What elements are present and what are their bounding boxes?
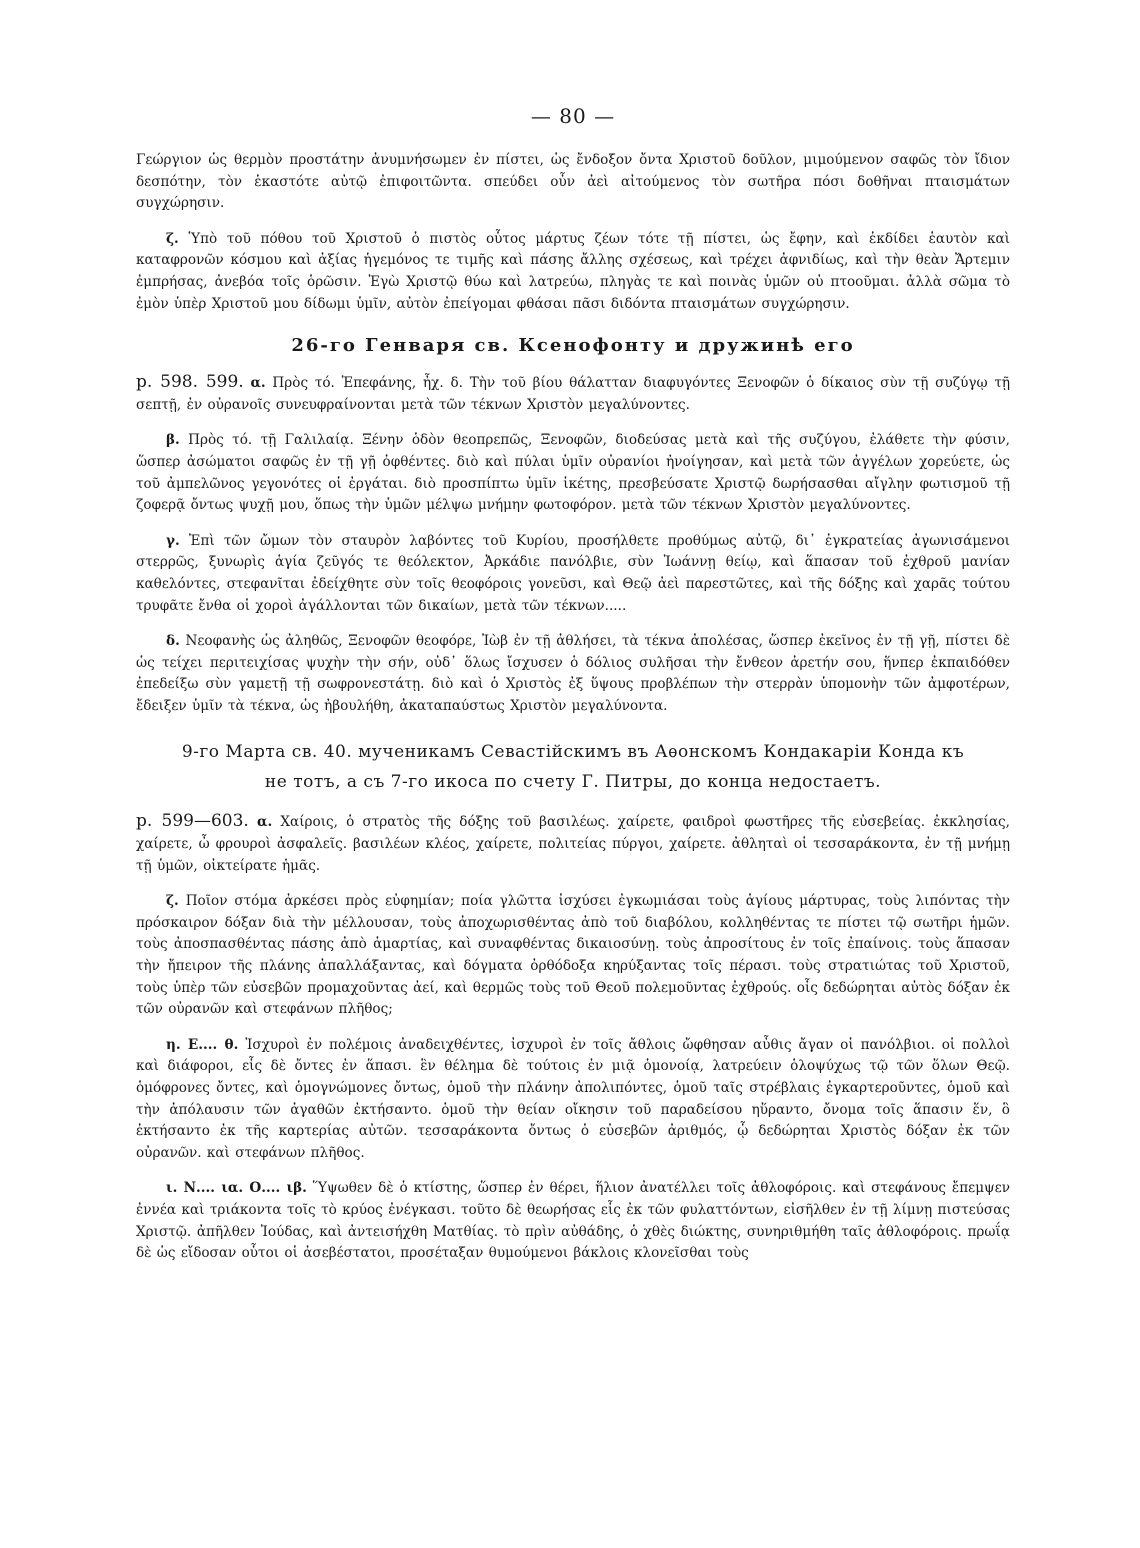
paragraph-delta (136, 631, 1010, 717)
paragraph-iota (136, 1178, 1010, 1264)
paragraph-continuation (136, 150, 1010, 215)
paragraph-alpha (136, 811, 1010, 877)
paragraph-eta (136, 1035, 1010, 1165)
paragraph-text: Χαίροις, ὁ στρατὸς τῆς δόξης τοῦ βασιλέως. χαίρετε, φαιδροὶ φωστῆρες τῆς εὐσεβείας. ἐκκλησίας, χαίρετε, ὦ φρουροὶ ἀσφαλεῖς. βασιλέων κλέος, χαίρετε, πολιτείας πύργοι, χαίρετε. ἀθληταὶ οἱ τεσσαράκοντα, ἐν τῇ μνήμῃ τῇ ὑμῶν, οἰκτείρατε ἡμᾶς. (136, 814, 1010, 874)
stanza-marker: α. (256, 814, 273, 831)
paragraph-beta (136, 430, 1010, 516)
heading-line: 9-го Марта св. 40. мученикамъ Севастійскимъ въ Аѳонскомъ Кондакаріи Конда къ (181, 742, 965, 763)
stanza-marker: γ. (166, 532, 180, 549)
paragraph-text: Ἐπὶ τῶν ὤμων τὸν σταυρὸν λαβόντες τοῦ Κυρίου, προσήλθετε προθύμως αὐτῷ, δι᾽ ἐγκρατείας ἀγωνισάμενοι στερρῶς, ξυνωρὶς ἁγία ζεῦγός τε θεόλεκτον, Ἀρκάδιε πανόλβιε, σὺν Ἰωάννῃ θείῳ, καὶ ἅπασαν τοῦ ἐχθροῦ μανίαν καθελόντες, στεφανῖται ἐδείχθητε σὺν τοῖς θεοφόροις γονεῦσι, καὶ Θεῷ ἀεὶ παρεστῶτες, καὶ τῆς δόξης καὶ χαρᾶς τούτου τρυφᾶτε ἔνθα οἱ χοροὶ ἀγάλλονται τῶν δικαίων, μετὰ τῶν τέκνων..... (136, 532, 1010, 614)
stanza-marker: ι. Ν.... ια. Ο.... ιβ. (166, 1180, 307, 1197)
paragraph-text: Γεώργιον ὡς θερμὸν προστάτην ἀνυμνήσωμεν ἐν πίστει, ὡς ἔνδοξον ὄντα Χριστοῦ δοῦλον, μιμούμενον σαφῶς τὸν ἴδιον δεσπότην, τὸν ἑκαστότε αὐτῷ ἐπιφοιτῶντα. σπεύδει οὖν ἀεὶ αἰτούμενος τὸν σωτῆρα πόσι δοθῆναι πταισμάτων συγχώρησιν. (136, 152, 1010, 212)
paragraph-text: Ἰσχυροὶ ἐν πολέμοις ἀναδειχθέντες, ἰσχυροὶ ἐν τοῖς ἄθλοις ὤφθησαν αὖθις ἄγαν οἱ πανόλβιοι. οἱ πολλοὶ καὶ διάφοροι, εἷς δὲ ὄντες ἐν ἅπασι. ἓν θέλημα δὲ τούτοις ἐν μιᾷ ὁμονοίᾳ, λατρεύειν ὁλοψύχως τῷ τῶν ὅλων Θεῷ. ὁμόφρονες ὄντες, καὶ ὁμογνώμονες ὄντως, ὁμοῦ τὴν πλάνην ἀπολιπόντες, ὁμοῦ ταῖς στρέβλαις ἐγκαρτεροῦντες, ὁμοῦ καὶ τὴν ἀπόλαυσιν τῶν ἀγαθῶν ἐκτήσαντο. ὁμοῦ τὴν θείαν οἴκησιν τοῦ παραδείσου ηὕραντο, ὄνομα τοῖς ἅπασιν ἕν, ὃ ἐκτήσαντο ἐκ τῆς καρτερίας αὐτῶν. τεσσαράκοντα ὄντως ὁ εὐσεβῶν ἀριθμός, ᾧ δεδώρηται Χριστὸς δόξαν ἐκ τῶν οὐρανῶν. καὶ στεφάνων πλῆθος. (136, 1036, 1010, 1161)
paragraph-text: Ποῖον στόμα ἀρκέσει πρὸς εὐφημίαν; ποία γλῶττα ἰσχύσει ἐγκωμιάσαι τοὺς ἁγίους μάρτυρας, τοὺς λιπόντας τὴν πρόσκαιρον δόξαν διὰ τὴν μέλλουσαν, τοὺς ἀποχωρισθέντας ἀπὸ τοῦ διαβόλου, κολληθέντας τε πίστει τῷ σωτῆρι ἡμῶν. τοὺς ἀποσπασθέντας πάσης ἀπὸ ἁμαρτίας, καὶ συναφθέντας δικαιοσύνῃ. τοὺς ἀπροσίτους ἐν τοῖς ἐπαίνοις. τοὺς ἅπασαν τὴν ἤπειρον τῆς πλάνης ἀπαλλάξαντας, καὶ δόγματα ὀρθόδοξα κηρύξαντας τοῖς πέρασι. τοὺς στρατιώτας τοῦ Χριστοῦ, τοὺς ὑπὲρ τῶν εὐσεβῶν προμαχοῦντας ἀεί, καὶ θερμῶς τοὺς τοῦ Θεοῦ πολεμοῦντας ἐχθρούς. οἷς δεδώρηται αὐτὸς δόξαν ἐκ τῶν οὐρανῶν καὶ στεφάνων πλῆθος; (136, 893, 1010, 1018)
stanza-marker: ζ. (166, 893, 179, 910)
page-reference: р. 598. 599. (136, 372, 244, 393)
page-number: — 80 — (530, 104, 616, 128)
paragraph-text: Ὕψωθεν δὲ ὁ κτίστης, ὥσπερ ἐν θέρει, ἥλιον ἀνατέλλει τοῖς ἀθλοφόροις. καὶ στεφάνους ἔπεμψεν ἐννέα καὶ τριάκοντα τοῖς τὸ κρύος ἐνέγκασι. τοῦτο δὲ θεωρήσας εἷς ἐκ τῶν φυλαττόντων, εἰσῆλθεν ἐν τῇ λίμνῃ πιστεύσας Χριστῷ. ἀπῆλθεν Ἰούδας, καὶ ἀντεισήχθη Ματθίας. τὸ πρὶν αὐθάδης, ὁ χθὲς διώκτης, συνηριθμήθη ταῖς ἀθλοφόροις. πρωΐᾳ δὲ ὡς εἴδοσαν οὗτοι οἱ ἀσεβέστατοι, προσέταξαν θυμούμενοι βάκλοις κλονεῖσθαι τοὺς (136, 1180, 1011, 1262)
paragraph-text: Ὑπὸ τοῦ πόθου τοῦ Χριστοῦ ὁ πιστὸς οὗτος μάρτυς ζέων τότε τῇ πίστει, ὡς ἔφην, καὶ ἐκδίδει ἑαυτὸν καὶ καταφρονῶν κόσμου καὶ ἀξίας ἡγεμόνος τε τιμῆς καὶ πάσης ἄλλης σχέσεως, καὶ τρέχει ἀφνιδίως, καὶ τὴν θεὰν Ἄρτεμιν ἐμπρήσας, ἀνεβόα τοῖς ὁρῶσιν. Ἐγὼ Χριστῷ θύω καὶ λατρεύω, πληγὰς τε καὶ ποινὰς ὑμῶν οὐ πτοοῦμαι. ἀλλὰ σῶμα τὸ ἐμὸν ὑπὲρ Χριστοῦ μου δίδωμι ὑμῖν, αὐτὸν ἐπείγομαι φθάσαι πᾶσι διδόντα πταισμάτων συγχώρησιν. (136, 230, 1010, 312)
paragraph-alpha (136, 372, 1010, 416)
paragraph-text: Πρὸς τό. Ἐπεφάνης, ἦχ. δ. Τὴν τοῦ βίου θάλατταν διαφυγόντες Ξενοφῶν ὁ δίκαιος σὺν τῇ συζύγῳ τῇ σεπτῇ, ἐν οὐρανοῖς συνευφραίνονται μετὰ τῶν τέκνων Χριστὸν μεγαλύνοντες. (136, 375, 1010, 413)
stanza-marker: α. (250, 375, 266, 392)
paragraph-text: Πρὸς τό. τῇ Γαλιλαίᾳ. Ξένην ὁδὸν θεοπρεπῶς, Ξενοφῶν, διοδεύσας μετὰ καὶ τῆς συζύγου, ἐλάθετε τὴν φύσιν, ὥσπερ ἀσώματοι σαφῶς ἐν τῇ γῇ ὀφθέντες. διὸ καὶ πύλαι ὑμῖν οὐρανίοι ἠνοίγησαν, καὶ μετὰ τῶν ἀγγέλων χορεύετε, ὡς τοῦ ἀμπελῶνος γεγονότες οἱ ἐργάται. διὸ προσπίπτω ὑμῖν ἱκέτης, πρεσβεύσατε Χριστῷ δωρήσασθαι αἴγλην φωτισμοῦ τῇ ζοφερᾷ ὄντως ψυχῇ μου, ὅπως τὴν ὑμῶν μέλψω μνήμην φωτοφόρον. μετὰ τῶν τέκνων Χριστὸν μεγαλύνοντες. (136, 432, 1010, 514)
paragraph-gamma (136, 531, 1010, 617)
stanza-marker: η. Ε.... θ. (166, 1036, 239, 1053)
section-heading-sebaste (136, 737, 1010, 797)
stanza-marker: δ. (166, 633, 180, 650)
section-heading-xenophon: 26-го Генваря св. Ксенофонту и дружинѣ его (291, 335, 855, 357)
paragraph-text: Νεοφανὴς ὡς ἀληθῶς, Ξενοφῶν θεοφόρε, Ἰὼβ ἐν τῇ ἀθλήσει, τὰ τέκνα ἀπολέσας, ὥσπερ ἐκεῖνος ἐν τῇ γῇ, πίστει δὲ ὡς τείχει περιτειχίσας ψυχὴν τὴν σήν, οὐδ᾽ ὅλως ἴσχυσεν ὁ δόλιος συλῆσαι τὴν ἔνθεον ἀρετήν σου, ἥνπερ ἐκπαιδόθεν ἐπεδείξω σὺν γαμετῇ τῇ σωφρονεστάτῃ. διὸ καὶ ὁ Χριστὸς ἐξ ὕψους προβλέπων τὴν στερρὰν ὑπομονὴν τῶν ἀμφοτέρων, ἔδειξεν ὑμῖν τὰ τέκνα, ὡς ἠβουλήθη, ἀκαταπαύστως Χριστὸν μεγαλύνοντα. (136, 633, 1010, 714)
stanza-marker: β. (166, 432, 180, 449)
stanza-marker: ζ. (166, 230, 179, 247)
heading-line: не тотъ, а съ 7-го икоса по счету Г. Питры, до конца недостаетъ. (264, 772, 882, 793)
page-reference: р. 599—603. (136, 811, 249, 832)
paragraph-zeta (136, 229, 1010, 315)
paragraph-zeta (136, 891, 1010, 1021)
